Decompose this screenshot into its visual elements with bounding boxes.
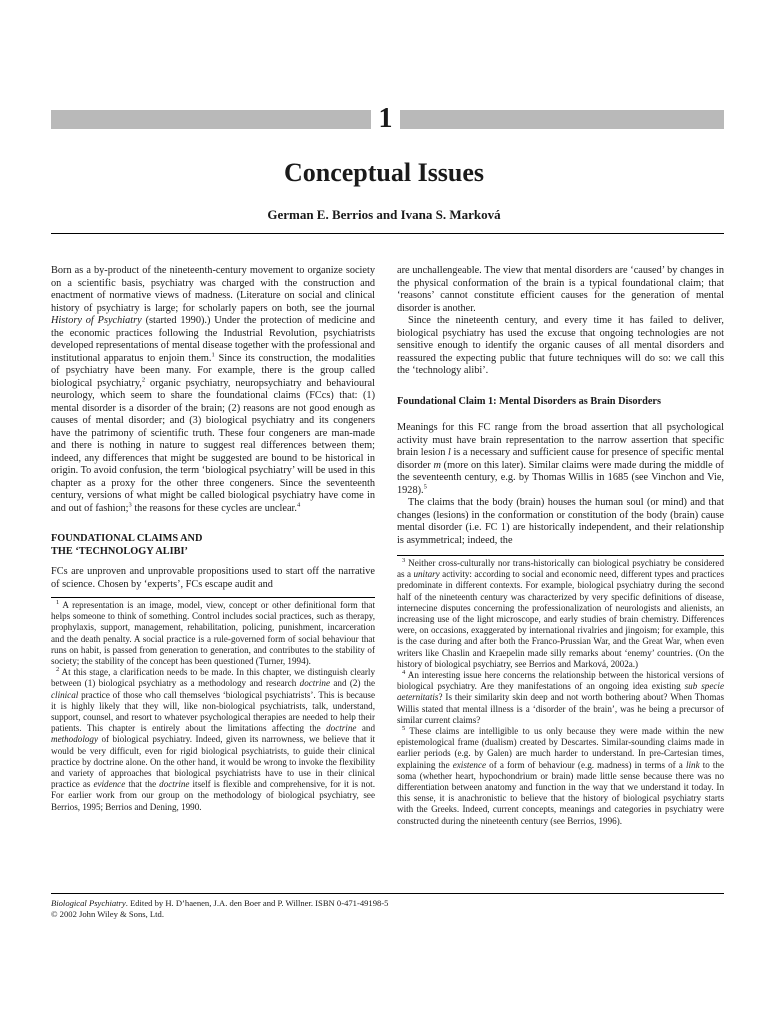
footnote-2: $^2$ At this stage, a clarification needs to be made. In this chapter, we distinguish clearly between (1) biological psychiatry as a methodology and research doctrine and (2) the clinical practice of those who call themselves ‘biological psychiatrists’. This is because it is highly likely that they will, like non-biological psychiatrists, talk, understand, support, counsel, and resort to whatever psychological therapies are needed to help their patients. This chapter is entirely about the limitations affecting the doctrine and methodology of biological psychiatry. Indeed, given its narrowness, we believe that it would be very difficult, even for rigid biological psychiatrists, to guide their clinical practice by doctrine alone. On the other hand, it would be wrong to invoke the flexibility and variety of approaches that biological psychiatrists have to use in their clinical practice as evidence that the doctrine itself is flexible and comprehensive, for it is not. For earlier work from our group on the methodology of biological psychiatry, see Berrios, 1995; Berrios and Dening, 1990. (51, 666, 375, 812)
footer-citation: Biological Psychiatry. Edited by H. D’haenen, J.A. den Boer and P. Willner. ISBN 0-471-49198-5 (51, 898, 389, 908)
left-paragraph-2: FCs are unproven and unprovable propositions used to start off the narrative of science. Chosen by ‘experts’, FCs escape audit and (51, 566, 375, 590)
right-paragraph-1: are unchallengeable. The view that mental disorders are ‘caused’ by changes in the physical conformation of the brain is a typical foundational claim; that ‘reasons’ cannot constitute efficient causes for the generation of mental disorder is another. (397, 265, 724, 314)
title-rule (51, 233, 724, 234)
header-band-right (400, 110, 724, 129)
chapter-number: 1 (378, 103, 393, 134)
footnote-5: $^5$ These claims are intelligible to us only because they were made within the new epistemological frame (dualism) created by Descartes. Similar-sounding claims made in earlier periods (e.g. by Galen) are much harder to understand. In pre-Cartesian times, explaining the existence of a form of behaviour (e.g. madness) in terms of a link to the soma (whether heart, hypochondrium or brain) made little sense because there was no differentiation between anatomy and function in the way that we understand it today. In this sense, it is anachronistic to believe that the history of biological psychiatry starts with the Greeks. Indeed, current concepts, meanings and categories in psychiatry were constructed during the nineteenth century (see Berrios, 1996). (397, 725, 725, 826)
footnote-1: $^1$ A representation is an image, model, view, concept or other definitional form that helps someone to think of something. Control includes social practices, such as therapy, prophylaxis, support, management, rehabilitation, policing, punishment, incarceration and the death penalty. A social practice is a rule-governed form of social behaviour that runs on habit, is passed from generation to generation, and contributes to the stability of society; the stability of the concept has been questioned (Turner, 1994). (51, 598, 375, 667)
chapter-title: Conceptual Issues (283, 158, 485, 187)
right-paragraph-3: Meanings for this FC range from the broad assertion that all psychological activity must have brain representation to the narrow assertion that specific brain lesion l is a necessary and sufficient cause for presence of specific mental disorder m (more on this later). Similar claims were made during the middle of the seventeenth century, e.g. by Thomas Willis in 1685 (see Vinchon and Vie, 1928).$^5$ (397, 422, 725, 496)
chapter-header-band (51, 103, 724, 134)
right-paragraph-4: The claims that the body (brain) houses the human soul (or mind) and that changes (lesions) in the conformation or constitution of the body (brain) cause mental disorder (i.e. FC 1) are historically independent, and their relationship is asymmetrical; indeed, the (397, 497, 724, 546)
footnote-3: $^3$ Neither cross-culturally nor trans-historically can biological psychiatry be considered as a unitary activity: according to social and economic need, different types and practices predominate in different contexts. For example, biological psychiatry during the second half of the nineteenth century was characterized by very specific definitions of disease, internecine disputes concerning the professionalization of neurologists and alienists, an increasing use of the light microscope, and early studies of brain chemistry. Differences were, on occasions, exaggerated by international rivalries and jingoism; for example, this is the case during and after both the Franco-Prussian War, and the Great War, when even writers like Chaslin and Kraepelin made silly remarks about ‘enemy’ countries. (On the history of biological psychiatry, see Berrios and Marková, 2002a.) (397, 556, 724, 669)
footer-copyright: © 2002 John Wiley & Sons, Ltd. (51, 908, 164, 919)
footnote-4: $^4$ An interesting issue here concerns the relationship between the historical versions of biological psychiatry. Are they manifestations of an ongoing idea existing sub specie aeternitatis? Is their similarity skin deep and not worth bothering about? When Thomas Willis stated that mental illness is a ‘disorder of the brain’, was he being a precursor of similar current claims? (397, 669, 724, 725)
right-paragraph-2: Since the nineteenth century, and every time it has failed to deliver, biological psychiatry has used the excuse that ongoing technologies are not sensitive enough to identify the organic causes of all mental disorders and reassured the expecting public that future techniques will do so: we call this the ‘technology alibi’. (397, 315, 724, 376)
header-band-left (51, 110, 371, 129)
copyright-footer (51, 898, 724, 919)
section-heading-foundational-claims: FOUNDATIONAL CLAIMS AND THE ‘TECHNOLOGY ALIBI’ (51, 533, 203, 557)
section-heading-claim-1: Foundational Claim 1: Mental Disorders as Brain Disorders (397, 395, 661, 407)
footer-rule (51, 893, 724, 894)
left-column (51, 265, 375, 813)
chapter-authors: German E. Berrios and Ivana S. Marková (267, 207, 501, 222)
right-column (397, 265, 724, 827)
left-paragraph-1: Born as a by-product of the nineteenth-century movement to organize society on a scientific basis, psychiatry was charged with the construction and enactment of normative views of madness. (Literature on social and clinical history of psychiatry is large; for scholarly papers on both, see the journal History of Psychiatry (started 1990).) Under the protection of medicine and the economic practices following the Industrial Revolution, psychiatrists developed representations of mental disease together with the professional and institutional apparatus to enjoin them.$^1$ Since its construction, the modalities of psychiatry have been many. For example, there is the group called biological psychiatry,$^2$ organic psychiatry, neuropsychiatry and behavioural neurology, which seem to share the foundational claims (FCcs) that: (1) mental disorder is a disorder of the brain; (2) reasons are not good enough as causes of mental disorder; and (3) biological psychiatry and its congeners have the patrimony of scientific truth. These four congeners are man-made and there is nothing in nature to suggest real differences between them; indeed, any differences that might be suggested are bound to be historical in origin. To avoid confusion, the term ‘biological psychiatry’ will be used in this chapter as a proxy for the other three congeners. Since the seventeenth century, versions of what might be called biological psychiatry have come in and out of fashion;$^3$ the reasons for these cycles are unclear.$^4$ (51, 265, 376, 514)
